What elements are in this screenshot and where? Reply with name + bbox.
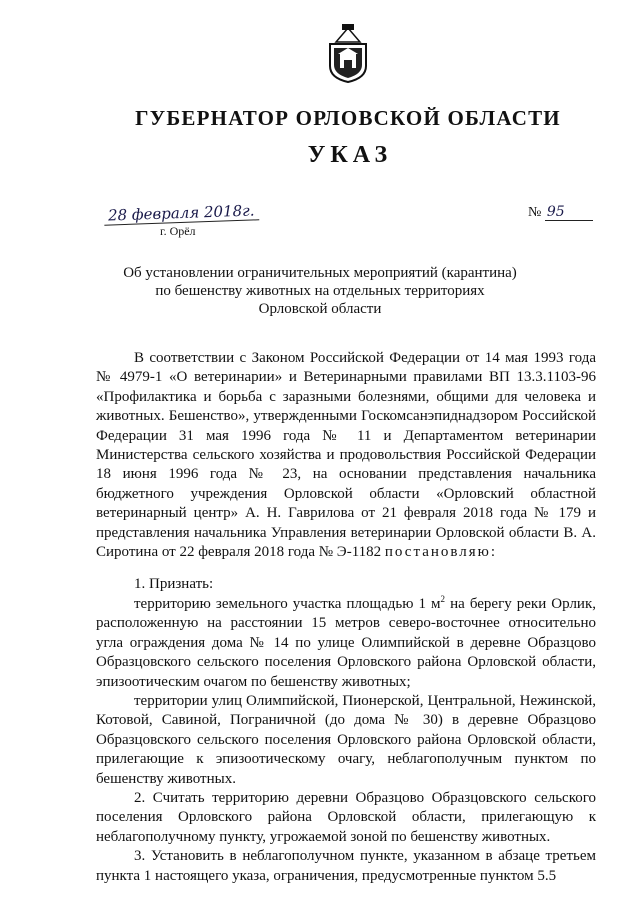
item-2-paragraph: 2. Считать территорию деревни Образцово Образцовского сельского поселения Орловского района Орловской области, прилегающую к неблагополучному пункту, угрожаемой зоной по бешенству животных.: [96, 789, 596, 845]
item-1-paragraph-b: территории улиц Олимпийской, Пионерской, Центральной, Нежинской, Котовой, Савиной, Пограничной (до дома № 30) в деревне Образцово Образцовского сельского поселения Орловского района Орловской области, прилегающие к эпизоотическому очагу, неблагополучным пунктом по бешенству животных.: [96, 692, 596, 787]
document-city: г. Орёл: [160, 224, 196, 238]
subject-line: Орловской области: [258, 301, 382, 317]
document-number: [528, 204, 593, 221]
item-1-a-text: территорию земельного участка площадью 1 м: [134, 595, 441, 612]
issuer-title: ГУБЕРНАТОР ОРЛОВСКОЙ ОБЛАСТИ: [135, 106, 561, 130]
coat-of-arms-icon: [326, 22, 370, 84]
subject-line: по бешенству животных на отдельных территориях: [155, 283, 485, 299]
preamble-paragraph: [96, 349, 596, 562]
item-3-paragraph: 3. Установить в неблагополучном пункте, указанном в абзаце третьем пункта 1 настоящего указа, ограничения, предусмотренные пунктом 5.5: [96, 848, 596, 884]
preamble-text: В соответствии с Законом Российской Федерации от 14 мая 1993 года № 4979-1 «О ветеринарии» и Ветеринарными правилами ВП 13.3.1103-96 «Профилактика и борьба с заразными болезнями, общими для человека и животных. Бешенство», утвержденными Госкомсанэпиднадзором Российской Федерации 31 мая 1996 года № 11 и Департаментом ветеринарии Министерства сельского хозяйства и продовольствия Российской Федерации 18 июня 1996 года № 23, на основании представления начальника бюджетного учреждения Орловской области «Орловский областной ветеринарный центр» А. Н. Гаврилова от 21 февраля 2018 года № 179 и представления начальника Управления ветеринарии Орловской области В. А. Сиротина от 22 февраля 2018 года № Э-1182: [96, 350, 596, 561]
resolve-word: постановляю:: [384, 544, 498, 561]
document-body: [96, 349, 596, 886]
item-1-a-text-cont: на берегу реки Орлик, расположенную на расстоянии 15 метров северо-восточнее относительно угла ограждения дома № 14 по улице Олимпийской в деревне Образцово Образцовского сельского поселения Орловского района Орловской области, эпизоотическим очагом по бешенству животных;: [96, 595, 596, 690]
document-date: 28 февраля 2018г.: [104, 201, 259, 225]
number-value: 95: [545, 204, 593, 221]
document-subject: [100, 264, 540, 318]
number-prefix: №: [528, 205, 542, 220]
subject-line: Об установлении ограничительных мероприятий (карантина): [123, 265, 517, 281]
document-type: УКАЗ: [307, 142, 393, 168]
superscript: 2: [440, 593, 446, 604]
item-1-heading: 1. Признать:: [134, 576, 214, 593]
item-1-paragraph-a: [96, 595, 596, 692]
